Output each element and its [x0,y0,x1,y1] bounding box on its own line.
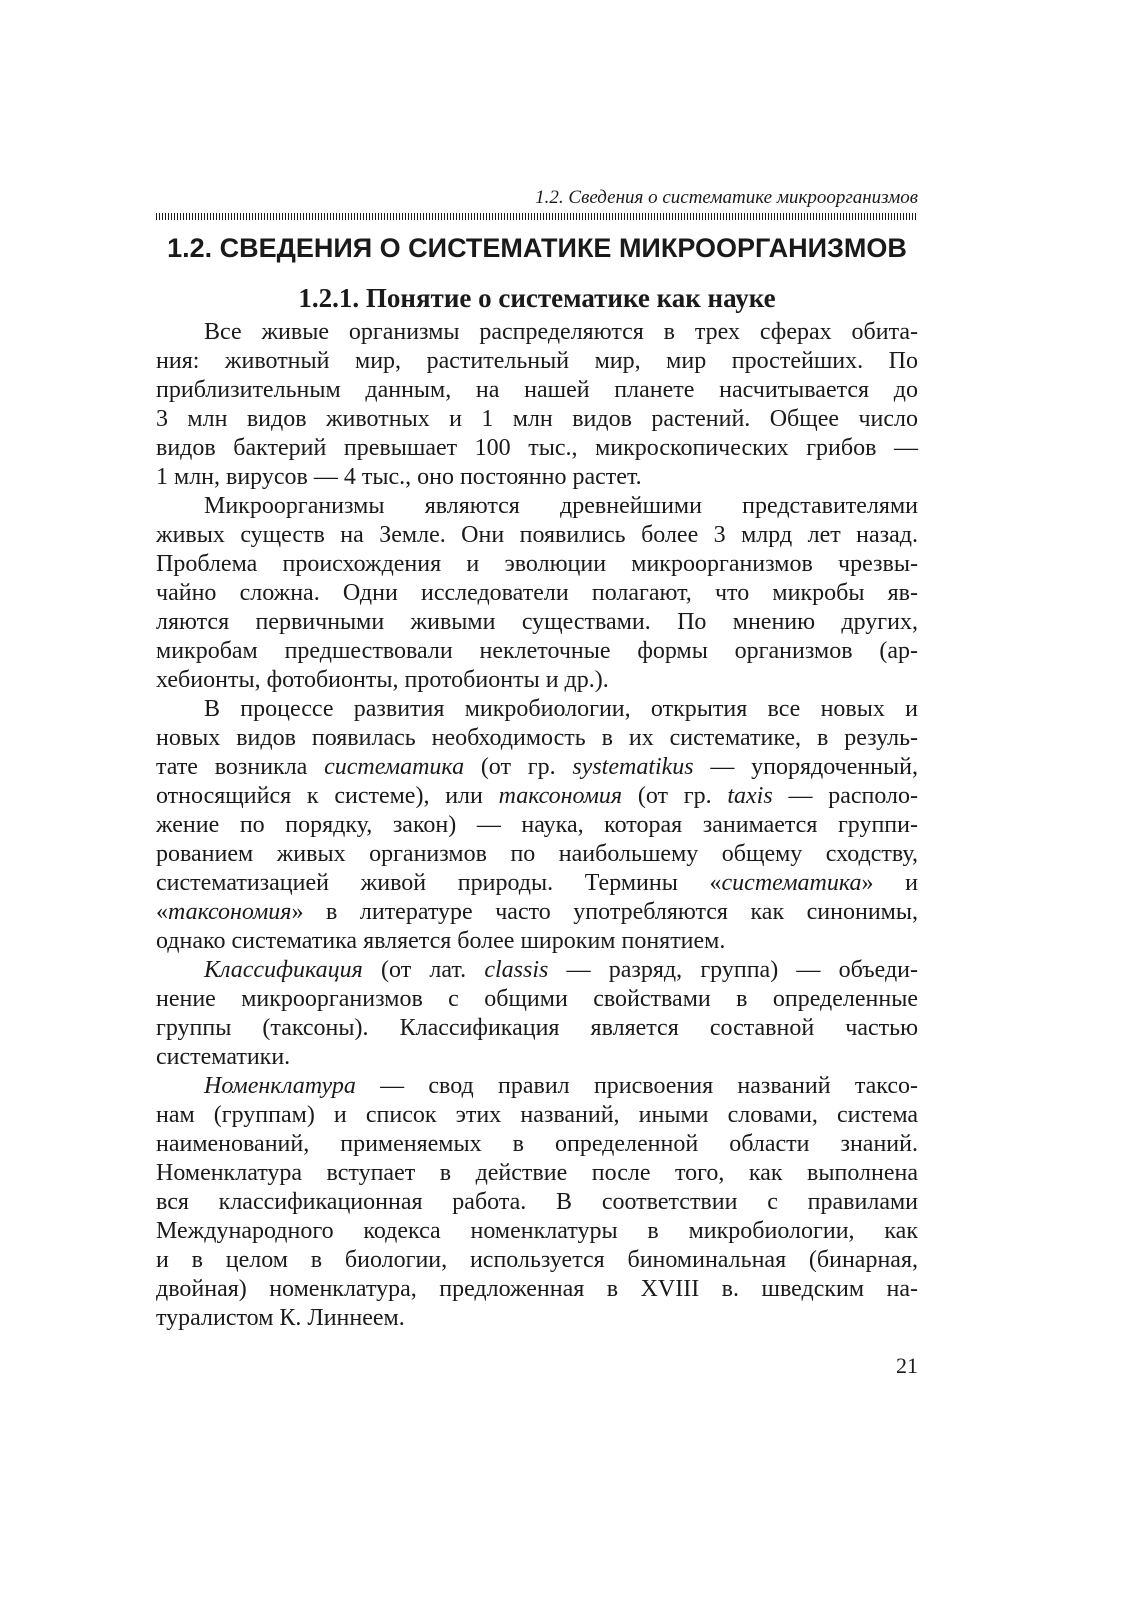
text-line: Микроорганизмы являются древнейшими представителями [204,493,918,519]
text-line: живых существ на Земле. Они появились более 3 млрд лет назад. [156,522,918,548]
text-line: чайно сложна. Одни исследователи полагают, что микробы яв- [156,580,918,606]
text-line: Все живые организмы распределяются в трех сферах обита- [204,319,918,345]
paragraph [156,318,918,492]
text-line: вся классификационная работа. В соответствии с правилами [156,1189,918,1215]
text-line: систематизацией живой природы. Термины «систематика» и [156,870,919,896]
text-line: нам (группам) и список этих названий, иными словами, система [156,1102,918,1128]
text-line: приблизительным данным, на нашей планете насчитывается до [156,377,918,403]
text-line: хебионты, фотобионты, протобионты и др.). [156,667,609,693]
text-line: туралистом К. Линнеем. [156,1305,405,1331]
text-line: рованием живых организмов по наибольшему общему сходству, [156,841,918,867]
text-line: микробам предшествовали неклеточные формы организмов (ар- [156,638,918,664]
text-line: 3 млн видов животных и 1 млн видов растений. Общее число [156,406,918,432]
text-line: ния: животный мир, растительный мир, мир простейших. По [156,348,918,374]
text-line: тате возникла систематика (от гр. systematikus — упорядоченный, [156,754,918,780]
text-line: «таксономия» в литературе часто употребляются как синонимы, [156,899,918,925]
italic-term: систематика [721,870,862,896]
italic-term: Классификация [204,957,363,983]
header-rule [156,213,918,220]
text-line: Международного кодекса номенклатуры в микробиологии, как [156,1218,918,1244]
paragraph [156,1072,918,1333]
paragraph [156,492,918,695]
text-line: Номенклатура вступает в действие после того, как выполнена [156,1160,918,1186]
italic-term: таксономия [498,783,623,809]
text-line: жение по порядку, закон) — наука, которая занимается группи- [156,812,918,838]
text-line: видов бактерий превышает 100 тыс., микроскопических грибов — [156,435,918,461]
text-line: и в целом в биологии, используется биноминальная (бинарная, [156,1247,918,1273]
italic-term: систематика [324,754,465,780]
body-text [156,318,918,1333]
text-line: Классификация (от лат. classis — разряд, группа) — объеди- [204,957,919,983]
text-line: нение микроорганизмов с общими свойствами в определенные [156,986,918,1012]
italic-term: taxis [727,783,773,809]
text-line: В процессе развития микробиологии, открытия все новых и [204,696,918,722]
text-line: группы (таксоны). Классификация является составной частью [156,1015,918,1041]
text-line: систематики. [156,1044,291,1070]
paragraph [156,956,918,1072]
chapter-title: 1.2. СВЕДЕНИЯ О СИСТЕМАТИКЕ МИКРООРГАНИЗМОВ [167,233,907,263]
text-line: однако систематика является более широким понятием. [156,928,726,954]
text-line: ляются первичными живыми существами. По мнению других, [156,609,918,635]
text-line: относящийся к системе), или таксономия (от гр. taxis — располо- [156,783,918,809]
section-title: 1.2.1. Понятие о систематике как науке [298,283,776,313]
italic-term: systematikus [572,754,694,780]
text-line: Номенклатура — свод правил присвоения названий таксо- [204,1073,918,1099]
italic-term: таксономия [168,899,292,925]
page-number: 21 [896,1353,918,1378]
text-line: 1 млн, вирусов — 4 тыс., оно постоянно растет. [156,464,642,490]
running-head: 1.2. Сведения о систематике микроорганизмов [535,187,918,208]
text-line: наименований, применяемых в определенной области знаний. [156,1131,918,1157]
text-line: Проблема происхождения и эволюции микроорганизмов чрезвы- [156,551,918,577]
italic-term: Номенклатура [204,1073,356,1099]
paragraph [156,695,918,956]
text-line: новых видов появилась необходимость в их систематике, в резуль- [156,725,918,751]
italic-term: classis [484,957,549,983]
text-line: двойная) номенклатура, предложенная в XVIII в. шведским на- [156,1276,918,1302]
